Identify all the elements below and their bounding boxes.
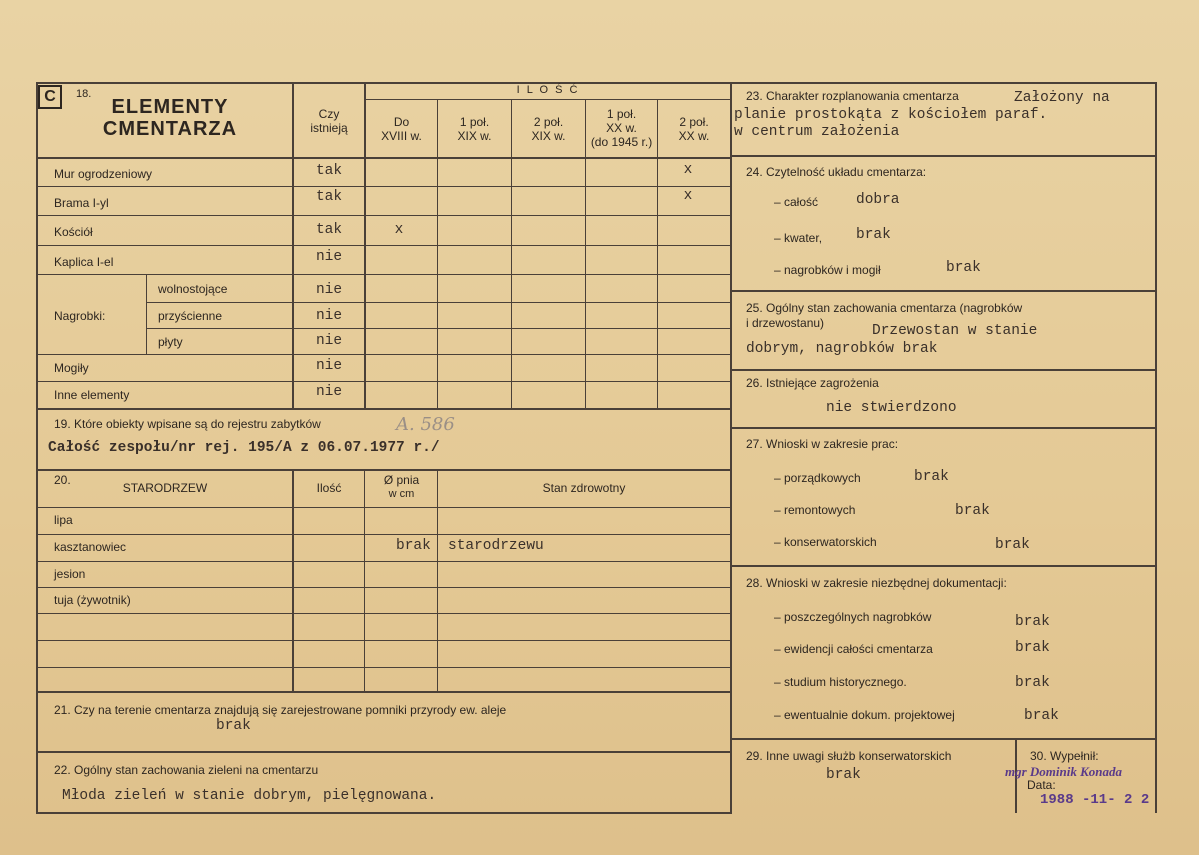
- s21-value: brak: [216, 718, 251, 734]
- exists-value: tak: [315, 222, 343, 238]
- period-line2: XX w.: [606, 120, 637, 135]
- quantity-header: I L O Ś Ć: [516, 84, 580, 96]
- frame-right: [1155, 82, 1157, 813]
- s20-value-a: brak: [396, 538, 431, 554]
- filled-by-stamp: mgr Dominik Konada: [1005, 764, 1123, 779]
- grid-line: [146, 274, 147, 354]
- s23-value-3: w centrum założenia: [734, 124, 900, 140]
- s24-item-label: – kwater,: [774, 231, 823, 245]
- period-line3: (do 1945 r.): [590, 134, 653, 149]
- exists-header-line1: Czy: [318, 107, 340, 121]
- grid-line: [36, 561, 730, 562]
- s28-item-value: brak: [1015, 640, 1050, 656]
- s24-item-value: brak: [856, 227, 891, 243]
- tree-row-label: lipa: [54, 513, 73, 527]
- grid-line: [36, 215, 730, 216]
- frame-left: [36, 82, 38, 813]
- period-mark: x: [394, 222, 404, 238]
- tree-row-label: kasztanowiec: [54, 540, 127, 554]
- exists-column-header: [294, 108, 364, 136]
- s28-label: 28. Wnioski w zakresie niezbędnej dokumentacji:: [746, 576, 1007, 590]
- s23-value-1: Założony na: [1014, 90, 1110, 106]
- grid-line: [292, 469, 294, 692]
- s27-label: 27. Wnioski w zakresie prac:: [746, 437, 899, 451]
- s24-label: 24. Czytelność układu cmentarza:: [746, 165, 927, 179]
- frame-bottom: [36, 812, 732, 814]
- elements-title-line1: ELEMENTY: [111, 96, 229, 118]
- grid-line: [146, 302, 730, 303]
- date-stamp: 1988 -11- 2 2: [1040, 792, 1150, 808]
- grid-line: [437, 100, 438, 410]
- s26-label: 26. Istniejące zagrożenia: [746, 376, 879, 390]
- exists-value: nie: [315, 384, 343, 400]
- s27-item-value: brak: [955, 503, 990, 519]
- s28-item-value: brak: [1024, 708, 1059, 724]
- period-line1: 1 poł.: [459, 115, 490, 129]
- grid-line: [36, 186, 730, 187]
- period-mark: x: [683, 188, 693, 204]
- exists-value: tak: [315, 163, 343, 179]
- s30-date-label: Data:: [1027, 778, 1056, 792]
- elements-title-line2: CMENTARZA: [102, 118, 238, 140]
- period-line1: 2 poł.: [533, 115, 564, 129]
- s25-value-1: Drzewostan w stanie: [872, 323, 1038, 339]
- section-18-number: 18.: [76, 88, 92, 100]
- s20-col-ilosc: Ilość: [316, 481, 342, 495]
- grid-line: [36, 507, 730, 508]
- s24-item-value: dobra: [856, 192, 900, 208]
- exists-value: nie: [315, 358, 343, 374]
- grid-line: [36, 613, 730, 614]
- s25-label-1: 25. Ogólny stan zachowania cmentarza (nagrobków: [746, 301, 1023, 315]
- period-line2: XIX w.: [531, 128, 566, 143]
- period-line1: 1 poł.: [606, 107, 637, 121]
- grid-line: [730, 155, 1157, 157]
- element-label: Kościół: [54, 225, 93, 239]
- exists-value: nie: [315, 333, 343, 349]
- s21-label: 21. Czy na terenie cmentarza znajdują się zarejestrowane pomniki przyrody ew. aleje: [54, 703, 507, 717]
- s19-label: 19. Które obiekty wpisane są do rejestru zabytków: [54, 417, 321, 431]
- period-line2: XIX w.: [457, 128, 492, 143]
- s20-title: STARODRZEW: [122, 481, 208, 495]
- s20-value-b: starodrzewu: [448, 538, 544, 554]
- grid-line: [730, 565, 1157, 567]
- grid-line: [437, 469, 438, 692]
- s28-item-label: – studium historycznego.: [774, 675, 907, 689]
- s28-item-value: brak: [1015, 614, 1050, 630]
- grid-line: [730, 427, 1157, 429]
- s24-item-label: – całość: [774, 195, 819, 209]
- frame-mid: [730, 82, 732, 813]
- grid-line: [36, 157, 732, 159]
- s28-item-value: brak: [1015, 675, 1050, 691]
- s27-item-label: – konserwatorskich: [774, 535, 877, 549]
- elements-title: [80, 96, 260, 140]
- element-label: Inne elementy: [54, 388, 130, 402]
- s27-item-value: brak: [995, 537, 1030, 553]
- element-label: Brama I-yl: [54, 196, 109, 210]
- s29-value: brak: [826, 767, 861, 783]
- element-label: Mogiły: [54, 361, 89, 375]
- s23-label: 23. Charakter rozplanowania cmentarza: [746, 89, 959, 103]
- tree-row-label: tuja (żywotnik): [54, 593, 131, 607]
- s28-item-label: – ewidencji całości cmentarza: [774, 642, 933, 656]
- s26-value: nie stwierdzono: [826, 400, 957, 416]
- period-line1: Do: [393, 115, 410, 129]
- grid-line: [511, 100, 512, 410]
- grid-line: [730, 369, 1157, 371]
- s20-col-stan: Stan zdrowotny: [542, 481, 626, 495]
- exists-value: tak: [315, 189, 343, 205]
- s27-item-label: – porządkowych: [774, 471, 861, 485]
- grid-line: [730, 290, 1157, 292]
- grid-line: [657, 100, 658, 410]
- s29-label: 29. Inne uwagi służb konserwatorskich: [746, 749, 952, 763]
- grid-line: [36, 354, 730, 355]
- period-header: [366, 116, 437, 144]
- grid-line: [364, 99, 730, 100]
- s19-pencil-note: A. 586: [396, 414, 455, 435]
- exists-value: nie: [315, 249, 343, 265]
- element-label: przyścienne: [158, 309, 223, 323]
- s25-label-2: i drzewostanu): [746, 316, 825, 330]
- period-line2: XVIII w.: [381, 128, 422, 143]
- element-label: wolnostojące: [158, 282, 228, 296]
- period-header: [438, 116, 511, 144]
- exists-header-line2: istnieją: [310, 120, 348, 135]
- grid-line: [36, 667, 730, 668]
- s27-item-value: brak: [914, 469, 949, 485]
- s28-item-label: – ewentualnie dokum. projektowej: [774, 708, 955, 722]
- exists-value: nie: [315, 282, 343, 298]
- s30-label: 30. Wypełnił:: [1030, 749, 1099, 763]
- grid-line: [730, 738, 1157, 740]
- grid-line: [36, 381, 730, 382]
- period-mark: x: [683, 162, 693, 178]
- grid-line: [36, 534, 730, 535]
- s23-value-2: planie prostokąta z kościołem paraf.: [734, 107, 1048, 123]
- s25-value-2: dobrym, nagrobków brak: [746, 341, 938, 357]
- grid-line: [36, 640, 730, 641]
- grid-line: [36, 587, 730, 588]
- tree-row-label: jesion: [54, 567, 86, 581]
- period-line2: XX w.: [678, 128, 710, 143]
- grid-line: [36, 469, 732, 471]
- s20-col-pnia: [366, 474, 437, 500]
- grid-line: [36, 691, 732, 693]
- grid-line: [36, 751, 732, 753]
- element-label: płyty: [158, 335, 183, 349]
- s24-item-value: brak: [946, 260, 981, 276]
- s20-col-pnia-line1: Ø pnia: [383, 473, 420, 487]
- s22-value: Młoda zieleń w stanie dobrym, pielęgnowana.: [62, 788, 437, 804]
- grid-line: [36, 274, 730, 275]
- element-label: Mur ogrodzeniowy: [54, 167, 153, 181]
- period-header: [586, 108, 657, 149]
- period-header: [658, 116, 730, 144]
- element-label: Kaplica I-el: [54, 255, 114, 269]
- s20-col-pnia-line2: w cm: [388, 487, 415, 500]
- grid-line: [364, 469, 365, 692]
- grid-line: [36, 245, 730, 246]
- section-c-box: C: [38, 85, 62, 109]
- grid-line: [146, 328, 730, 329]
- s28-item-label: – poszczególnych nagrobków: [774, 610, 932, 624]
- s19-value: Całość zespołu/nr rej. 195/A z 06.07.1977 r./: [48, 440, 440, 456]
- s20-number: 20.: [54, 473, 71, 487]
- s22-label: 22. Ogólny stan zachowania zieleni na cmentarzu: [54, 763, 319, 777]
- s24-item-label: – nagrobków i mogił: [774, 263, 881, 277]
- period-header: [512, 116, 585, 144]
- nagrobki-label: Nagrobki:: [54, 309, 106, 323]
- s27-item-label: – remontowych: [774, 503, 856, 517]
- grid-line: [36, 408, 732, 410]
- period-line1: 2 poł.: [679, 115, 709, 129]
- exists-value: nie: [315, 308, 343, 324]
